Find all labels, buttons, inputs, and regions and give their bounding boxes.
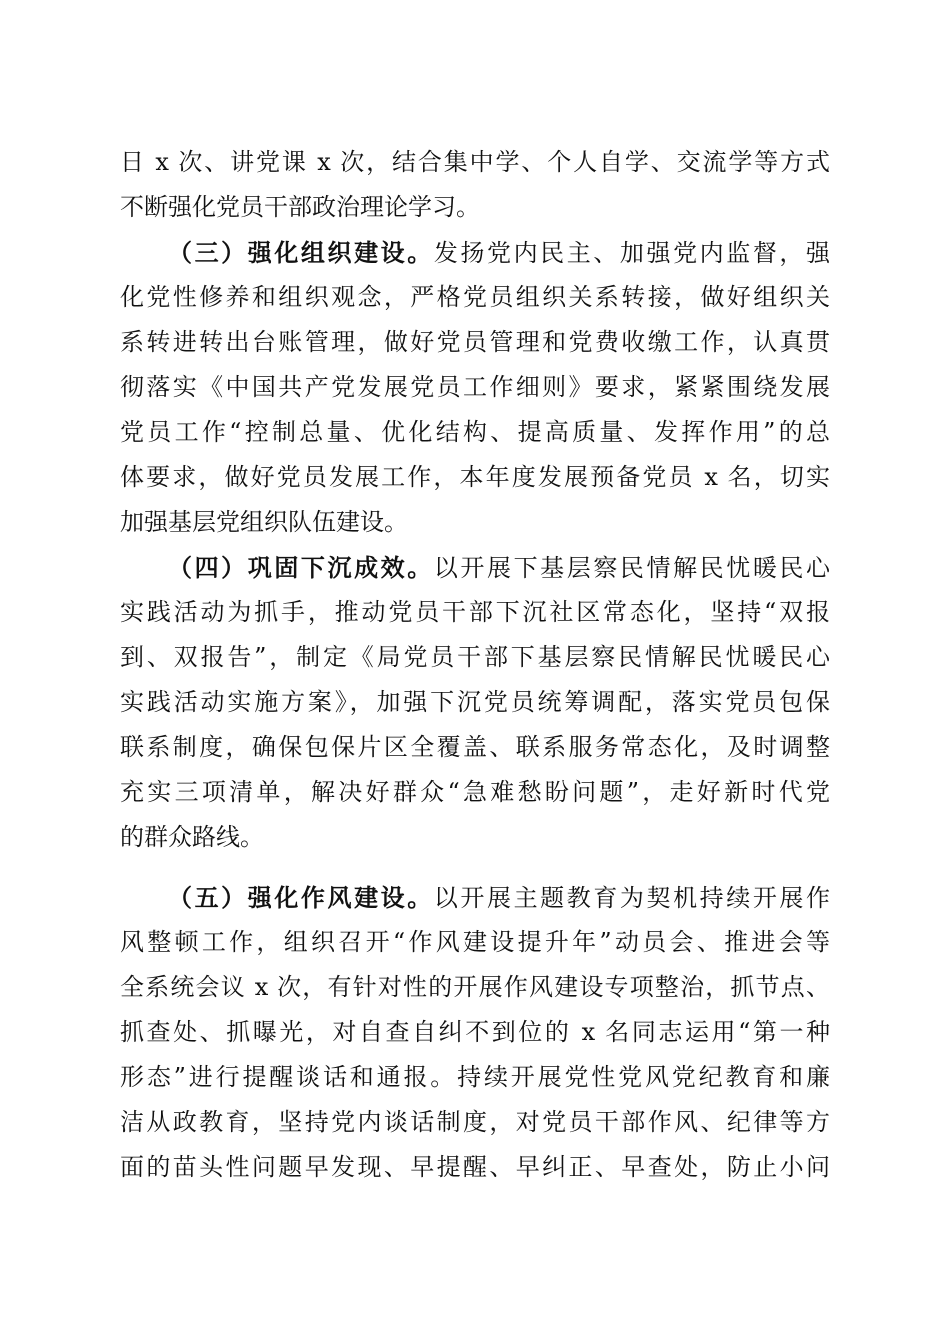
paragraph-study-continuation bbox=[120, 140, 830, 230]
section-heading-work-style: （五）强化作风建设。 bbox=[168, 883, 434, 912]
paragraph-sinking bbox=[120, 545, 830, 860]
text-line bbox=[120, 545, 830, 590]
text-line: 到、双报告”，制定《局党员干部下基层察民情解民忧暖民心 bbox=[120, 643, 830, 671]
text-segment: 以开展下基层察民情解民忧暖民心 bbox=[433, 554, 831, 582]
paragraph-organization bbox=[120, 230, 830, 545]
text-line: 系转进转出台账管理，做好党员管理和党费收缴工作，认真贯 bbox=[120, 328, 830, 356]
text-line: 不断强化党员干部政治理论学习。 bbox=[120, 193, 480, 221]
text-line: 彻落实《中国共产党发展党员工作细则》要求，紧紧围绕发展 bbox=[120, 373, 830, 401]
text-line: 面的苗头性问题早发现、早提醒、早纠正、早查处，防止小问 bbox=[120, 1153, 830, 1181]
text-line: 风整顿工作，组织召开“作风建设提升年”动员会、推进会等 bbox=[120, 928, 830, 956]
text-line: 日 x 次、讲党课 x 次，结合集中学、个人自学、交流学等方式 bbox=[120, 148, 830, 176]
section-heading-sinking: （四）巩固下沉成效。 bbox=[168, 553, 434, 582]
text-line: 抓查处、抓曝光，对自查自纠不到位的 x 名同志运用“第一种 bbox=[120, 1018, 830, 1046]
text-line: 实践活动为抓手，推动党员干部下沉社区常态化，坚持“双报 bbox=[120, 598, 830, 626]
text-line: 充实三项清单，解决好群众“急难愁盼问题”，走好新时代党 bbox=[120, 778, 830, 806]
text-line bbox=[120, 230, 830, 275]
paragraph-gap bbox=[120, 860, 830, 875]
text-line: 形态”进行提醒谈话和通报。持续开展党性党风党纪教育和廉 bbox=[120, 1063, 830, 1091]
text-line: 全系统会议 x 次，有针对性的开展作风建设专项整治，抓节点、 bbox=[120, 973, 830, 1001]
text-segment: 以开展主题教育为契机持续开展作 bbox=[433, 884, 831, 912]
text-line bbox=[120, 875, 830, 920]
text-line: 体要求，做好党员发展工作，本年度发展预备党员 x 名，切实 bbox=[120, 463, 830, 491]
paragraph-work-style bbox=[120, 875, 830, 1190]
text-line: 党员工作“控制总量、优化结构、提高质量、发挥作用”的总 bbox=[120, 418, 830, 446]
document-body bbox=[120, 140, 830, 1190]
text-line: 的群众路线。 bbox=[120, 823, 264, 851]
text-line: 实践活动实施方案》，加强下沉党员统筹调配，落实党员包保 bbox=[120, 688, 830, 716]
text-line: 化党性修养和组织观念，严格党员组织关系转接，做好组织关 bbox=[120, 283, 830, 311]
text-line: 洁从政教育，坚持党内谈话制度，对党员干部作风、纪律等方 bbox=[120, 1108, 830, 1136]
text-segment: 发扬党内民主、加强党内监督，强 bbox=[433, 239, 831, 267]
text-line: 联系制度，确保包保片区全覆盖、联系服务常态化，及时调整 bbox=[120, 733, 830, 761]
text-line: 加强基层党组织队伍建设。 bbox=[120, 508, 408, 536]
section-heading-organization: （三）强化组织建设。 bbox=[168, 238, 434, 267]
